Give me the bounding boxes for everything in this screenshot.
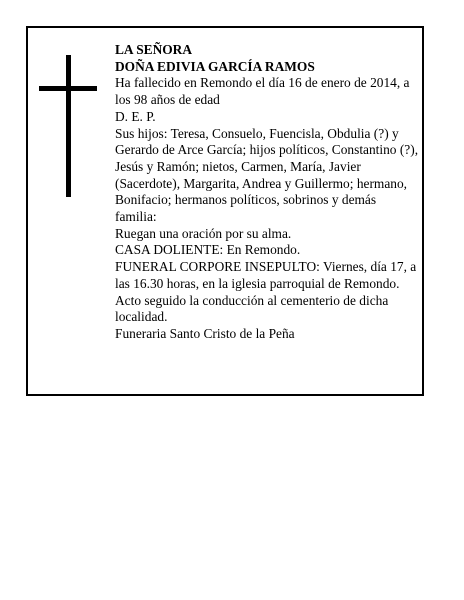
cross-vertical-bar <box>66 55 71 197</box>
cross-icon <box>39 55 97 197</box>
rip-text: D. E. P. <box>115 108 156 124</box>
obituary-notice <box>26 26 424 396</box>
obituary-text <box>115 42 421 343</box>
title-line-1: LA SEÑORA <box>115 42 193 57</box>
family-list: Sus hijos: Teresa, Consuelo, Fuencisla, Obdulia (?) y Gerardo de Arce García; hijos políticos, Constantino (?), Jesús y Ramón; nietos, Carmen, María, Javier (Sacerdote), Margarita, Andrea y Guillermo; hermano, Bonifacio; hermanos políticos, sobrinos y demás familia: <box>115 125 419 225</box>
deceased-name: DOÑA EDIVIA GARCÍA RAMOS <box>115 58 315 74</box>
funeral-home: Funeraria Santo Cristo de la Peña <box>115 325 295 341</box>
death-info: Ha fallecido en Remondo el día 16 de enero de 2014, a los 98 años de edad <box>115 75 410 108</box>
funeral-details: FUNERAL CORPORE INSEPULTO: Viernes, día 17, a las 16.30 horas, en la iglesia parroquial de Remondo. Acto seguido la conducción al cementerio de dicha localidad. <box>115 259 417 325</box>
prayer-request: Ruegan una oración por su alma. <box>115 225 292 241</box>
cross-horizontal-bar <box>39 86 97 91</box>
mourning-house: CASA DOLIENTE: En Remondo. <box>115 242 301 258</box>
